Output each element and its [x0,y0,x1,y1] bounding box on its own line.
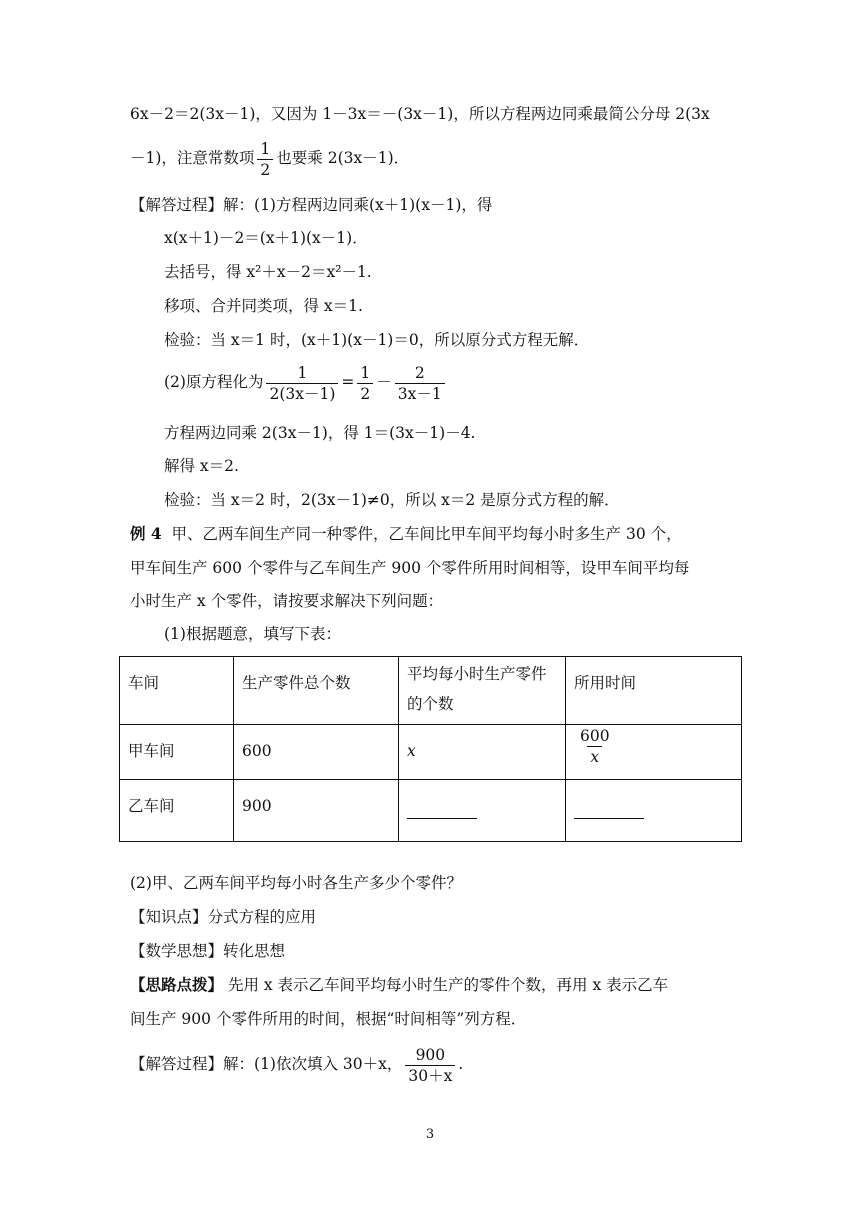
text-line: 移项、合并同类项，得 x＝1. [164,297,363,315]
text-line: 小时生产 x 个零件，请按要求解决下列问题： [130,592,444,610]
header-cell: 车间 [128,674,160,692]
header-cell: 所用时间 [574,674,637,692]
table-header-row [120,657,742,725]
solution-heading: 【解答过程】解：(1)方程两边同乘(x＋1)(x－1)，得 [130,196,493,214]
text-line: 【数学思想】转化思想 [130,942,286,960]
table-row [120,725,742,780]
blank-cell [399,780,565,828]
cell: 甲车间 [128,742,175,760]
data-table [119,656,742,842]
text-line: (1)根据题意，填写下表： [164,625,341,643]
text-line: x(x＋1)－2＝(x＋1)(x－1)． [164,229,368,247]
text-line: (2)甲、乙两车间平均每小时各生产多少个零件？ [130,874,462,892]
page-number: 3 [425,1127,435,1142]
cell: x [407,742,416,760]
cell: 乙车间 [128,797,175,815]
text-line: 检验：当 x＝1 时，(x＋1)(x－1)＝0，所以原分式方程无解． [164,331,590,349]
text-line: －1)，注意常数项 $\frac{1}{2}$ 也要乘 2(3x－1)． [130,139,410,179]
text-line: 间生产 900 个零件所用的时间，根据“时间相等”列方程． [130,1010,527,1028]
header-cell: 生产零件总个数 [242,674,351,692]
cell [566,725,741,766]
header-cell: 平均每小时生产零件的个数 [407,665,547,713]
text-line: 检验：当 x＝2 时，2(3x－1)≠0，所以 x＝2 是原分式方程的解． [164,491,620,509]
text-line: 【解答过程】解：(1)依次填入 30＋x， $\frac{900}{30+x}$ . [130,1045,464,1085]
text-line: 6x－2＝2(3x－1)，又因为 1－3x＝－(3x－1)，所以方程两边同乘最简公分母 2(3x [130,105,710,123]
text-line: 去括号，得 x²＋x－2＝x²－1. [164,263,372,281]
text-line: 方程两边同乘 2(3x－1)，得 1＝(3x－1)－4. [164,424,476,442]
fraction: $\frac{600}{x}$ [580,727,610,766]
text-line: 甲车间生产 600 个零件与乙车间生产 900 个零件所用时间相等，设甲车间平均每 [130,559,690,577]
text-line: 【知识点】分式方程的应用 [130,908,317,926]
equation-line: (2)原方程化为 $\frac{1}{2(3x-1)}$ = $\frac{1}{2}$ － $\frac{2}{3x-1}$ [164,360,448,404]
example-title: 例 4 甲、乙两车间生产同一种零件，乙车间比甲车间平均每小时多生产 30 个， [130,524,682,543]
cell: 600 [242,742,272,760]
blank-cell [566,780,741,828]
table-row [120,780,742,842]
text-line: 【思路点拨】 先用 x 表示乙车间平均每小时生产的零件个数，再用 x 表示乙车 [130,975,669,994]
fraction: $\frac{1}{2}$ [257,140,273,179]
cell: 900 [242,797,272,815]
text-line: 解得 x＝2. [164,457,239,475]
